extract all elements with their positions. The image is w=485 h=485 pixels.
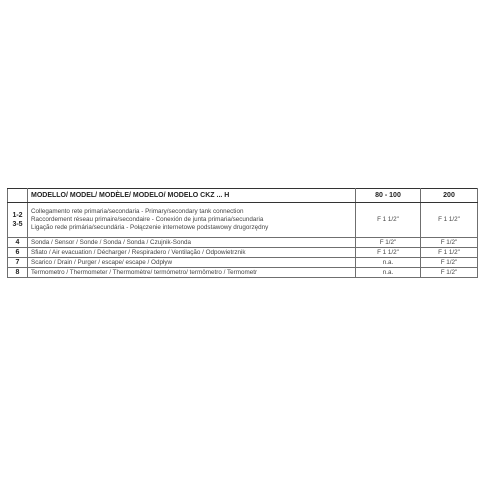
connections-spec-table	[7, 188, 478, 278]
row-value-80-100: F 1 1/2"	[356, 248, 421, 258]
table-row	[8, 203, 478, 238]
description-line: Ligação rede primária/secundária - Połączenie internetowe podstawowy drugorzędny	[31, 224, 269, 231]
header-number-cell	[8, 189, 28, 203]
row-description: Sonda / Sensor / Sonde / Sonda / Sonda / Czujnik-Sonda	[28, 238, 356, 248]
row-value-80-100: n.a.	[356, 258, 421, 268]
row-value-200: F 1/2"	[421, 258, 478, 268]
row-value-200: F 1 1/2"	[421, 248, 478, 258]
row-value-80-100: F 1 1/2"	[356, 203, 421, 238]
row-number-line: 3-5	[12, 221, 23, 228]
row-number: 7	[8, 258, 28, 268]
row-number: 4	[8, 238, 28, 248]
row-value-200: F 1/2"	[421, 238, 478, 248]
row-description: Sfiato / Air evacuation / Décharger / Respiradero / Ventilação / Odpowietrznik	[28, 248, 356, 258]
description-line: Collegamento rete primaria/secondaria - Primary/secondary tank connection	[31, 208, 244, 215]
header-model-label: MODELLO/ MODEL/ MODÈLE/ MODELO/ MODELO CKZ ... H	[28, 189, 356, 203]
description-line: Raccordement réseau primaire/secondaire - Conexión de junta primaria/secundaria	[31, 216, 264, 223]
row-number	[8, 203, 28, 238]
row-value-80-100: n.a.	[356, 268, 421, 278]
row-value-200: F 1 1/2"	[421, 203, 478, 238]
header-model-80-100: 80 - 100	[356, 189, 421, 203]
header-model-200: 200	[421, 189, 478, 203]
table-row	[8, 258, 478, 268]
table-row	[8, 268, 478, 278]
row-number-line: 1-2	[12, 212, 23, 219]
row-number: 8	[8, 268, 28, 278]
row-value-80-100: F 1/2"	[356, 238, 421, 248]
row-number: 6	[8, 248, 28, 258]
table-header-row	[8, 189, 478, 203]
table-row	[8, 248, 478, 258]
row-description: Termometro / Thermometer / Thermomètre/ termómetro/ termômetro / Termometr	[28, 268, 356, 278]
table-row	[8, 238, 478, 248]
row-description: Scarico / Drain / Purger / escape/ escape / Odpływ	[28, 258, 356, 268]
row-value-200: F 1/2"	[421, 268, 478, 278]
row-description	[28, 203, 356, 238]
